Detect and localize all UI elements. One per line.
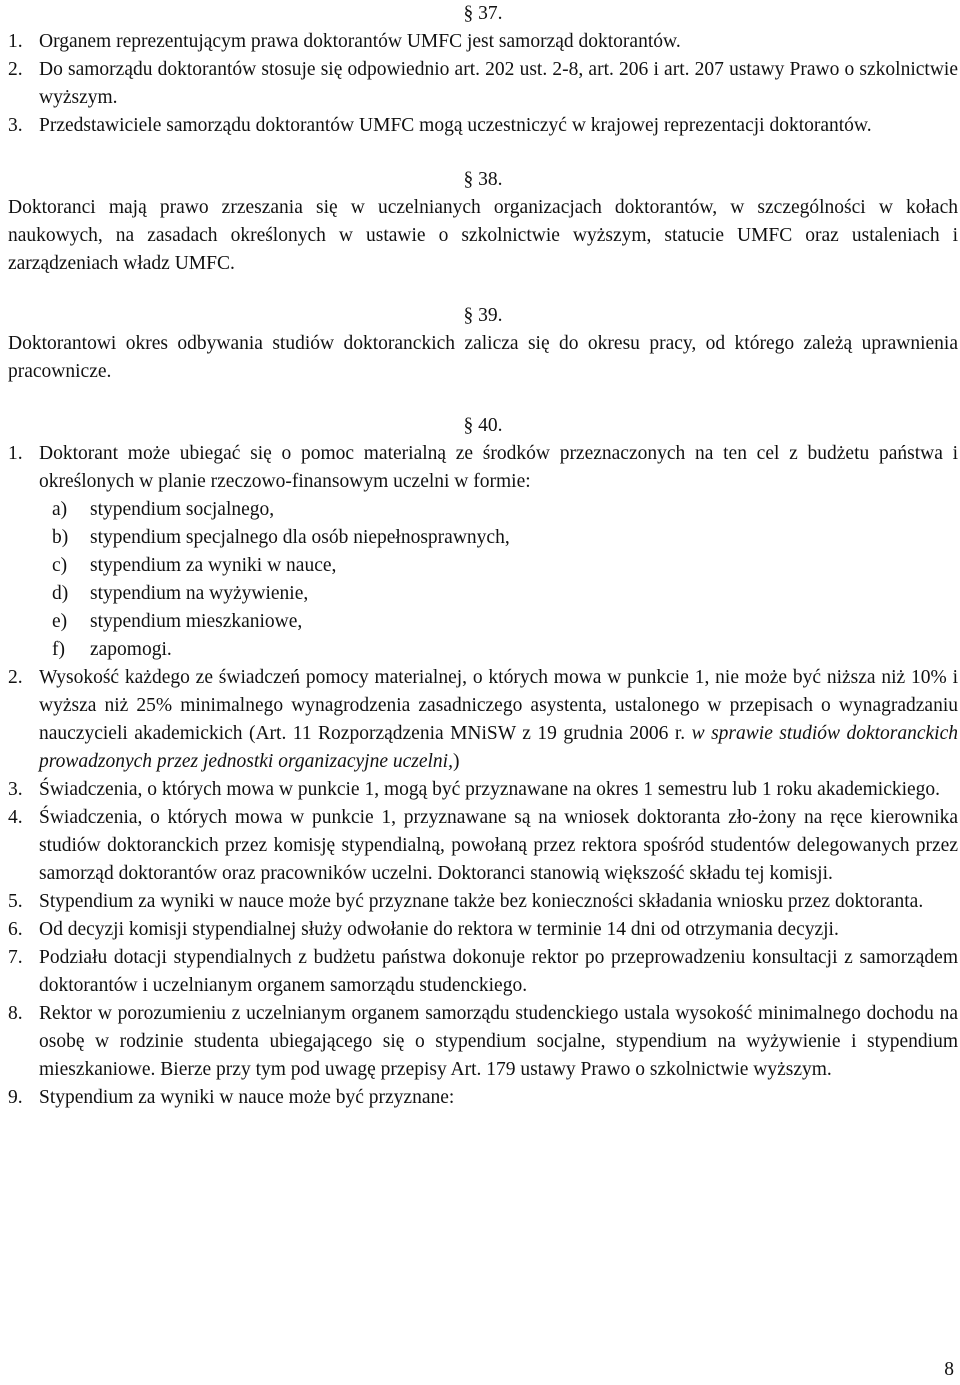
section-39-heading: § 39. xyxy=(463,305,503,326)
list-item xyxy=(52,580,958,608)
item-text: Stypendium za wyniki w nauce może być przyznane także bez konieczności składania wniosku przez doktoranta. xyxy=(39,891,924,912)
item-number: 3. xyxy=(8,115,23,136)
item-number: 1. xyxy=(8,443,23,464)
item-number: 2. xyxy=(8,59,23,80)
list-item xyxy=(8,56,958,112)
item-text: Podziału dotacji stypendialnych z budżetu państwa dokonuje rektor po przeprowadzeniu konsultacji z samorządem doktorantów i uczelnianym organem samorządu studenckiego. xyxy=(39,947,958,996)
section-38-heading: § 38. xyxy=(463,169,503,190)
item-letter: c) xyxy=(52,555,68,576)
item-text: Przedstawiciele samorządu doktorantów UMFC mogą uczestniczyć w krajowej reprezentacji doktorantów. xyxy=(39,115,872,136)
list-item xyxy=(8,916,958,944)
list-item xyxy=(8,440,958,496)
section-40-heading: § 40. xyxy=(463,415,503,436)
list-item xyxy=(8,944,958,1000)
item-letter: f) xyxy=(52,639,65,660)
item-letter: e) xyxy=(52,611,68,632)
item-number: 4. xyxy=(8,807,23,828)
item-text: Do samorządu doktorantów stosuje się odpowiednio art. 202 ust. 2-8, art. 206 i art. 207 ustawy Prawo o szkolnictwie wyższym. xyxy=(39,59,958,108)
item-letter: b) xyxy=(52,527,69,548)
item-text: stypendium za wyniki w nauce, xyxy=(90,555,337,576)
item-text: Rektor w porozumieniu z uczelnianym organem samorządu studenckiego ustala wysokość minimalnego dochodu na osobę w rodzinie studenta ubiegającego się o stypendium socjalne, stypendium na wyżywienie i stypendium mieszkaniowe. Bierze przy tym pod uwagę przepisy Art. 179 ustawy Prawo o szkolnictwie wyższym. xyxy=(39,1003,958,1080)
section-38-text: Doktoranci mają prawo zrzeszania się w uczelnianych organizacjach doktorantów, w szczególności w kołach naukowych, na zasadach określonych w ustawie o szkolnictwie wyższym, statucie UMFC oraz ustaleniach i zarządzeniach władz UMFC. xyxy=(8,197,958,274)
list-item xyxy=(8,776,958,804)
list-item xyxy=(52,608,958,636)
item-number: 6. xyxy=(8,919,23,940)
list-item xyxy=(8,804,958,888)
item-text: Doktorant może ubiegać się o pomoc materialną ze środków przeznaczonych na ten cel z budżetu państwa i określonych w planie rzeczowo-finansowym uczelni w formie: xyxy=(39,443,958,492)
item-text: zapomogi. xyxy=(90,639,172,660)
page-number: 8 xyxy=(944,1359,954,1380)
list-item xyxy=(8,112,958,140)
section-37-heading: § 37. xyxy=(463,3,503,24)
item-text: Organem reprezentującym prawa doktorantów UMFC jest samorząd doktorantów. xyxy=(39,31,681,52)
item-text: Świadczenia, o których mowa w punkcie 1, przyznawane są na wniosek doktoranta zło-żony na ręce kierownika studiów doktoranckich przez komisję stypendialną, powołaną przez rektora spośród studentów delegowanych przez samorząd doktorantów oraz pracowników uczelni. Doktoranci stanowią większość składu tej komisji. xyxy=(39,807,958,884)
list-item xyxy=(52,496,958,524)
item-number: 1. xyxy=(8,31,23,52)
italic-title: w sprawie studiów doktoranckich prowadzonych przez jednostki organizacyjne uczelni, xyxy=(39,723,958,772)
aid-forms-list xyxy=(8,496,958,664)
item-text: stypendium mieszkaniowe, xyxy=(90,611,303,632)
item-number: 2. xyxy=(8,667,23,688)
list-item xyxy=(52,524,958,552)
section-40-list xyxy=(8,440,958,496)
item-number: 3. xyxy=(8,779,23,800)
item-text: stypendium specjalnego dla osób niepełnosprawnych, xyxy=(90,527,510,548)
list-item xyxy=(52,552,958,580)
list-item xyxy=(8,28,958,56)
item-letter: a) xyxy=(52,499,68,520)
list-item xyxy=(8,1000,958,1084)
list-item xyxy=(52,636,958,664)
item-number: 9. xyxy=(8,1087,23,1108)
item-letter: d) xyxy=(52,583,69,604)
section-40-list-cont xyxy=(8,664,958,1112)
list-item xyxy=(8,1084,958,1112)
item-text: Stypendium za wyniki w nauce może być przyznane: xyxy=(39,1087,455,1108)
item-number: 8. xyxy=(8,1003,23,1024)
item-number: 7. xyxy=(8,947,23,968)
list-item xyxy=(8,664,958,776)
section-39-text: Doktorantowi okres odbywania studiów doktoranckich zalicza się do okresu pracy, od którego zależą uprawnienia pracownicze. xyxy=(8,333,958,382)
item-text: Świadczenia, o których mowa w punkcie 1, mogą być przyznawane na okres 1 semestru lub 1 roku akademickiego. xyxy=(39,779,941,800)
item-text: stypendium na wyżywienie, xyxy=(90,583,309,604)
item-text: Wysokość każdego ze świadczeń pomocy materialnej, o których mowa w punkcie 1, nie może być niższa niż 10% i wyższa niż 25% minimalnego wynagrodzenia zasadniczego asystenta, ustalonego w przepisach o wynagradzaniu nauczycieli akademickich (Art. 11 Rozporządzenia MNiSW z 19 grudnia 2006 r. xyxy=(39,667,958,744)
document-page xyxy=(8,0,958,1112)
item-tail: ) xyxy=(452,751,460,772)
item-text: Od decyzji komisji stypendialnej służy odwołanie do rektora w terminie 14 dni od otrzymania decyzji. xyxy=(39,919,839,940)
section-37-list xyxy=(8,28,958,140)
item-number: 5. xyxy=(8,891,23,912)
list-item xyxy=(8,888,958,916)
item-text: stypendium socjalnego, xyxy=(90,499,275,520)
